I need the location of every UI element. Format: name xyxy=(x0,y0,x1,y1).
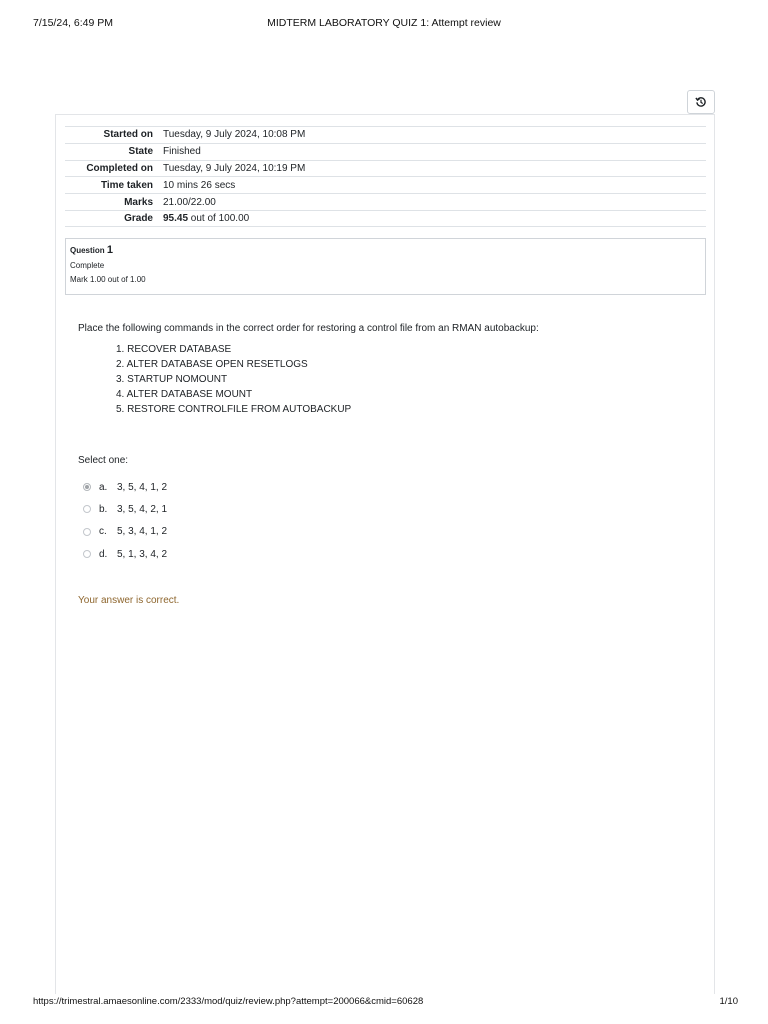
grade-suffix: out of 100.00 xyxy=(188,212,250,224)
summary-label: Time taken xyxy=(100,179,153,191)
command-item: 3. STARTUP NOMOUNT xyxy=(116,374,228,385)
summary-label: Started on xyxy=(103,129,153,141)
summary-row-completed xyxy=(65,160,706,177)
answer-letter: a. xyxy=(99,481,108,493)
history-icon xyxy=(695,96,707,108)
question-text: Place the following commands in the correct order for restoring a control file from an RMAN autobackup: xyxy=(78,323,539,334)
summary-row-grade xyxy=(65,210,706,227)
radio-button[interactable] xyxy=(83,505,91,513)
summary-value: Tuesday, 9 July 2024, 10:19 PM xyxy=(163,162,306,174)
print-header xyxy=(0,17,768,31)
answer-option-c[interactable] xyxy=(83,521,167,543)
answer-letter: c. xyxy=(99,526,107,538)
question-info-box xyxy=(65,238,706,295)
answer-letter: d. xyxy=(99,548,108,560)
command-item: 5. RESTORE CONTROLFILE FROM AUTOBACKUP xyxy=(116,404,352,415)
answer-text: 3, 5, 4, 2, 1 xyxy=(117,503,168,515)
summary-row-started xyxy=(65,126,706,143)
radio-button[interactable] xyxy=(83,550,91,558)
summary-value: Finished xyxy=(163,146,201,158)
print-page-number: 1/10 xyxy=(719,996,738,1007)
summary-label: Completed on xyxy=(86,162,153,174)
summary-value: 21.00/22.00 xyxy=(163,196,216,208)
question-number xyxy=(70,244,701,256)
summary-row-time-taken xyxy=(65,176,706,193)
radio-button-selected[interactable] xyxy=(83,483,91,491)
answer-text: 3, 5, 4, 1, 2 xyxy=(117,481,168,493)
command-list xyxy=(116,342,351,417)
print-url: https://trimestral.amaesonline.com/2333/mod/quiz/review.php?attempt=200066&cmid=60628 xyxy=(33,996,424,1007)
answer-text: 5, 1, 3, 4, 2 xyxy=(117,548,168,560)
command-item: 2. ALTER DATABASE OPEN RESETLOGS xyxy=(116,359,308,370)
radio-button[interactable] xyxy=(83,528,91,536)
answer-option-a[interactable] xyxy=(83,476,167,498)
grade-score: 95.45 xyxy=(163,212,189,224)
select-one-prompt: Select one: xyxy=(78,455,129,466)
attempt-summary-table xyxy=(65,126,706,227)
command-item: 4. ALTER DATABASE MOUNT xyxy=(116,389,253,400)
reset-layout-button[interactable] xyxy=(687,90,715,114)
print-title: MIDTERM LABORATORY QUIZ 1: Attempt review xyxy=(267,17,501,29)
answer-option-d[interactable] xyxy=(83,543,167,565)
answer-options xyxy=(83,476,167,565)
grade-value xyxy=(163,213,706,224)
answer-letter: b. xyxy=(99,503,108,515)
summary-value: Tuesday, 9 July 2024, 10:08 PM xyxy=(163,129,306,141)
print-datetime: 7/15/24, 6:49 PM xyxy=(33,17,113,29)
summary-row-state xyxy=(65,143,706,160)
summary-label: Grade xyxy=(124,212,153,224)
answer-text: 5, 3, 4, 1, 2 xyxy=(117,526,168,538)
question-mark: Mark 1.00 out of 1.00 xyxy=(70,275,146,284)
summary-value: 10 mins 26 secs xyxy=(163,179,236,191)
question-number-value: 1 xyxy=(106,244,114,256)
answer-option-b[interactable] xyxy=(83,498,167,520)
question-state: Complete xyxy=(70,261,105,270)
command-item: 1. RECOVER DATABASE xyxy=(116,344,232,355)
summary-label: Marks xyxy=(124,196,153,208)
question-label: Question xyxy=(70,246,105,255)
answer-feedback: Your answer is correct. xyxy=(78,595,180,606)
summary-label: State xyxy=(128,146,153,158)
summary-row-marks xyxy=(65,193,706,210)
